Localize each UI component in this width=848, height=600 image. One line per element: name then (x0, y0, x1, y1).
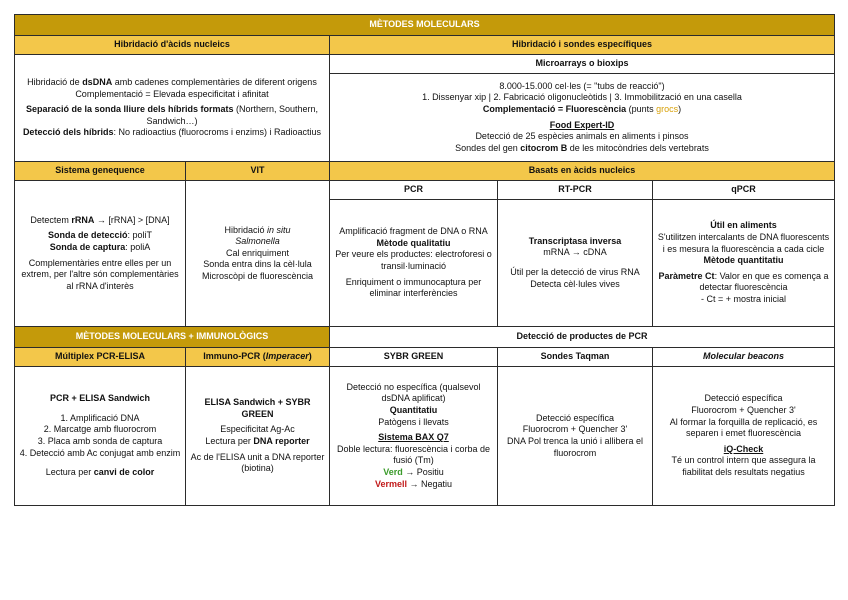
detection-heading: Detecció de productes de PCR (330, 327, 835, 348)
immunopcr-line-4: Ac de l'ELISA unit a DNA reporter (biotina) (190, 451, 325, 474)
vit-heading: VIT (186, 162, 330, 181)
genequence-line-4: Complementàries entre elles per un extrem, per l'altre són complementàries al rRNA d'interès (21, 257, 179, 291)
qpcr-line-5: - Ct = + mostra inicial (700, 293, 787, 304)
hybrid-acids-line-4: Detecció dels híbrids: No radioactius (fluorocroms i enzims) i Radioactius (22, 127, 322, 138)
food-expert-line-2: Sondes del gen citocrom B de les mitocòndries dels vertebrats (455, 142, 709, 153)
genequence-line-2: Sonda de detecció: poliT (47, 230, 153, 241)
rtpcr-heading: RT-PCR (498, 181, 653, 200)
pcr-line-1: Amplificació fragment de DNA o RNA (339, 226, 488, 237)
beacons-cell (653, 367, 835, 506)
iqcheck-title: iQ-Check (723, 443, 764, 454)
multiplex-line-3: 2. Marcatge amb fluorocrom (43, 424, 157, 435)
multiplex-line-4: 3. Placa amb sonda de captura (37, 436, 163, 446)
multiplex-line-1: PCR + ELISA Sandwich (50, 393, 150, 404)
pcr-line-2: Mètode qualitatiu (376, 237, 451, 248)
hybrid-acids-line-3: Separació de la sonda lliure dels híbrids formats (Northern, Southern, Sandwich…) (25, 104, 319, 126)
taqman-cell (498, 367, 653, 506)
rtpcr-line-4: Detecta cèl·lules vives (530, 278, 620, 289)
pcr-line-3: Per veure els productes: electroforesi o transil·luminació (335, 249, 492, 271)
hybrid-acids-line-1: Hibridació de dsDNA amb cadenes complementàries de diferent origens (27, 77, 317, 88)
vit-line-3: Cal enriquiment (225, 247, 290, 258)
sybr-heading: SYBR GREEN (330, 348, 498, 367)
vit-line-2: Salmonella (235, 236, 280, 247)
qpcr-line-3: Mètode quantitatiu (703, 255, 784, 266)
genequence-line-1: Detectem rRNA → [rRNA] > [DNA] (30, 214, 170, 225)
microarrays-line-1: 8.000-15.000 cel·les (= "tubs de reacció") (499, 80, 665, 91)
hybrid-acids-cell (15, 55, 330, 162)
sybr-line-1: Detecció no específica (qualsevol dsDNA aplificat) (346, 381, 481, 404)
microarrays-line-3: Complementació = Fluorescència (punts grocs) (482, 103, 682, 114)
taqman-line-2: Fluorocrom + Quencher 3' (522, 424, 628, 435)
food-expert-title: Food Expert-ID (549, 119, 615, 130)
sybr-line-6: Verd → Positiu (383, 466, 444, 477)
qpcr-line-4: Paràmetre Ct: Valor en que es comença a detectar fluorescència (658, 270, 829, 293)
sybr-line-7: Vermell → Negatiu (374, 478, 453, 489)
beacons-line-3: Al formar la forquilla de replicació, es separen i emet fluorescència (669, 416, 818, 439)
immunopcr-line-2: Especificitat Ag-Ac (220, 424, 295, 435)
hybrid-acids-line-2: Complementació = Elevada especificitat i afinitat (75, 88, 269, 99)
immunopcr-line-1: ELISA Sandwich + SYBR GREEN (204, 397, 311, 419)
vit-line-5: Microscòpi de fluorescència (201, 270, 314, 281)
immunopcr-cell (186, 367, 330, 506)
pcr-heading: PCR (330, 181, 498, 200)
qpcr-cell (653, 200, 835, 327)
multiplex-heading: Múltiplex PCR-ELISA (15, 348, 186, 367)
main-title: MÈTODES MOLECULARS (15, 15, 835, 36)
multiplex-line-5: 4. Detecció amb Ac conjugat amb enzim (19, 447, 181, 458)
sybr-line-3: Patògens i llevats (378, 416, 449, 427)
summary-sheet (14, 14, 834, 506)
immunopcr-heading: Immuno-PCR (Imperacer) (186, 348, 330, 367)
hybrid-probes-heading: Hibridació i sondes específiques (330, 36, 835, 55)
hybrid-acids-heading: Hibridació d'àcids nucleics (15, 36, 330, 55)
microarrays-cell (330, 74, 835, 162)
multiplex-line-6: Lectura per canvi de color (45, 467, 155, 478)
rtpcr-cell (498, 200, 653, 327)
sybr-line-2: Quantitatiu (389, 405, 438, 416)
methods-table (14, 14, 835, 506)
rtpcr-line-1: Transcriptasa inversa (528, 235, 622, 246)
taqman-line-3: DNA Pol trenca la unió i allibera el fluorocrom (506, 436, 644, 458)
beacons-line-5: Té un control intern que assegura la fiabilitat dels resultats negatius (671, 455, 816, 477)
immuno-heading: MÈTODES MOLECULARS + IMMUNOLÒGICS (15, 327, 330, 348)
beacons-line-1: Detecció específica (704, 393, 783, 404)
microarrays-line-2: 1. Dissenyar xip | 2. Fabricació oligonucleòtids | 3. Immobilització en una casella (422, 92, 742, 103)
sybr-cell (330, 367, 498, 506)
qpcr-heading: qPCR (653, 181, 835, 200)
vit-line-1: Hibridació in situ (224, 224, 291, 235)
immunopcr-line-3: Lectura per DNA reporter (205, 436, 310, 446)
qpcr-line-1: Útil en aliments (710, 220, 777, 231)
based-heading: Basats en àcids nucleics (330, 162, 835, 181)
taqman-line-1: Detecció específica (535, 412, 615, 423)
beacons-heading: Molecular beacons (653, 348, 835, 367)
beacons-line-2: Fluorocrom + Quencher 3' (691, 405, 796, 416)
multiplex-line-2: 1. Amplificació DNA (60, 412, 140, 423)
genequence-heading: Sistema genequence (15, 162, 186, 181)
genequence-line-3: Sonda de captura: poliA (49, 241, 151, 252)
pcr-cell (330, 200, 498, 327)
multiplex-cell (15, 367, 186, 506)
bax-title: Sistema BAX Q7 (378, 432, 449, 443)
genequence-cell (15, 181, 186, 327)
qpcr-line-2: S'utilitzen intercalants de DNA fluorescents i es mesura la fluorescència a cada cicle (657, 232, 830, 254)
microarrays-heading: Microarrays o bioxips (330, 55, 835, 74)
vit-line-4: Sonda entra dins la cèl·lula (203, 259, 312, 270)
pcr-line-4: Enriquiment o immunocaptura per eliminar interferències (345, 276, 482, 299)
sybr-line-5: Doble lectura: fluorescència i corba de fusió (Tm) (336, 443, 491, 466)
food-expert-line-1: Detecció de 25 espècies animals en aliments i pinsos (475, 131, 689, 142)
vit-cell (186, 181, 330, 327)
taqman-heading: Sondes Taqman (498, 348, 653, 367)
rtpcr-line-2: mRNA → cDNA (543, 247, 607, 258)
rtpcr-line-3: Útil per la detecció de virus RNA (510, 267, 640, 277)
